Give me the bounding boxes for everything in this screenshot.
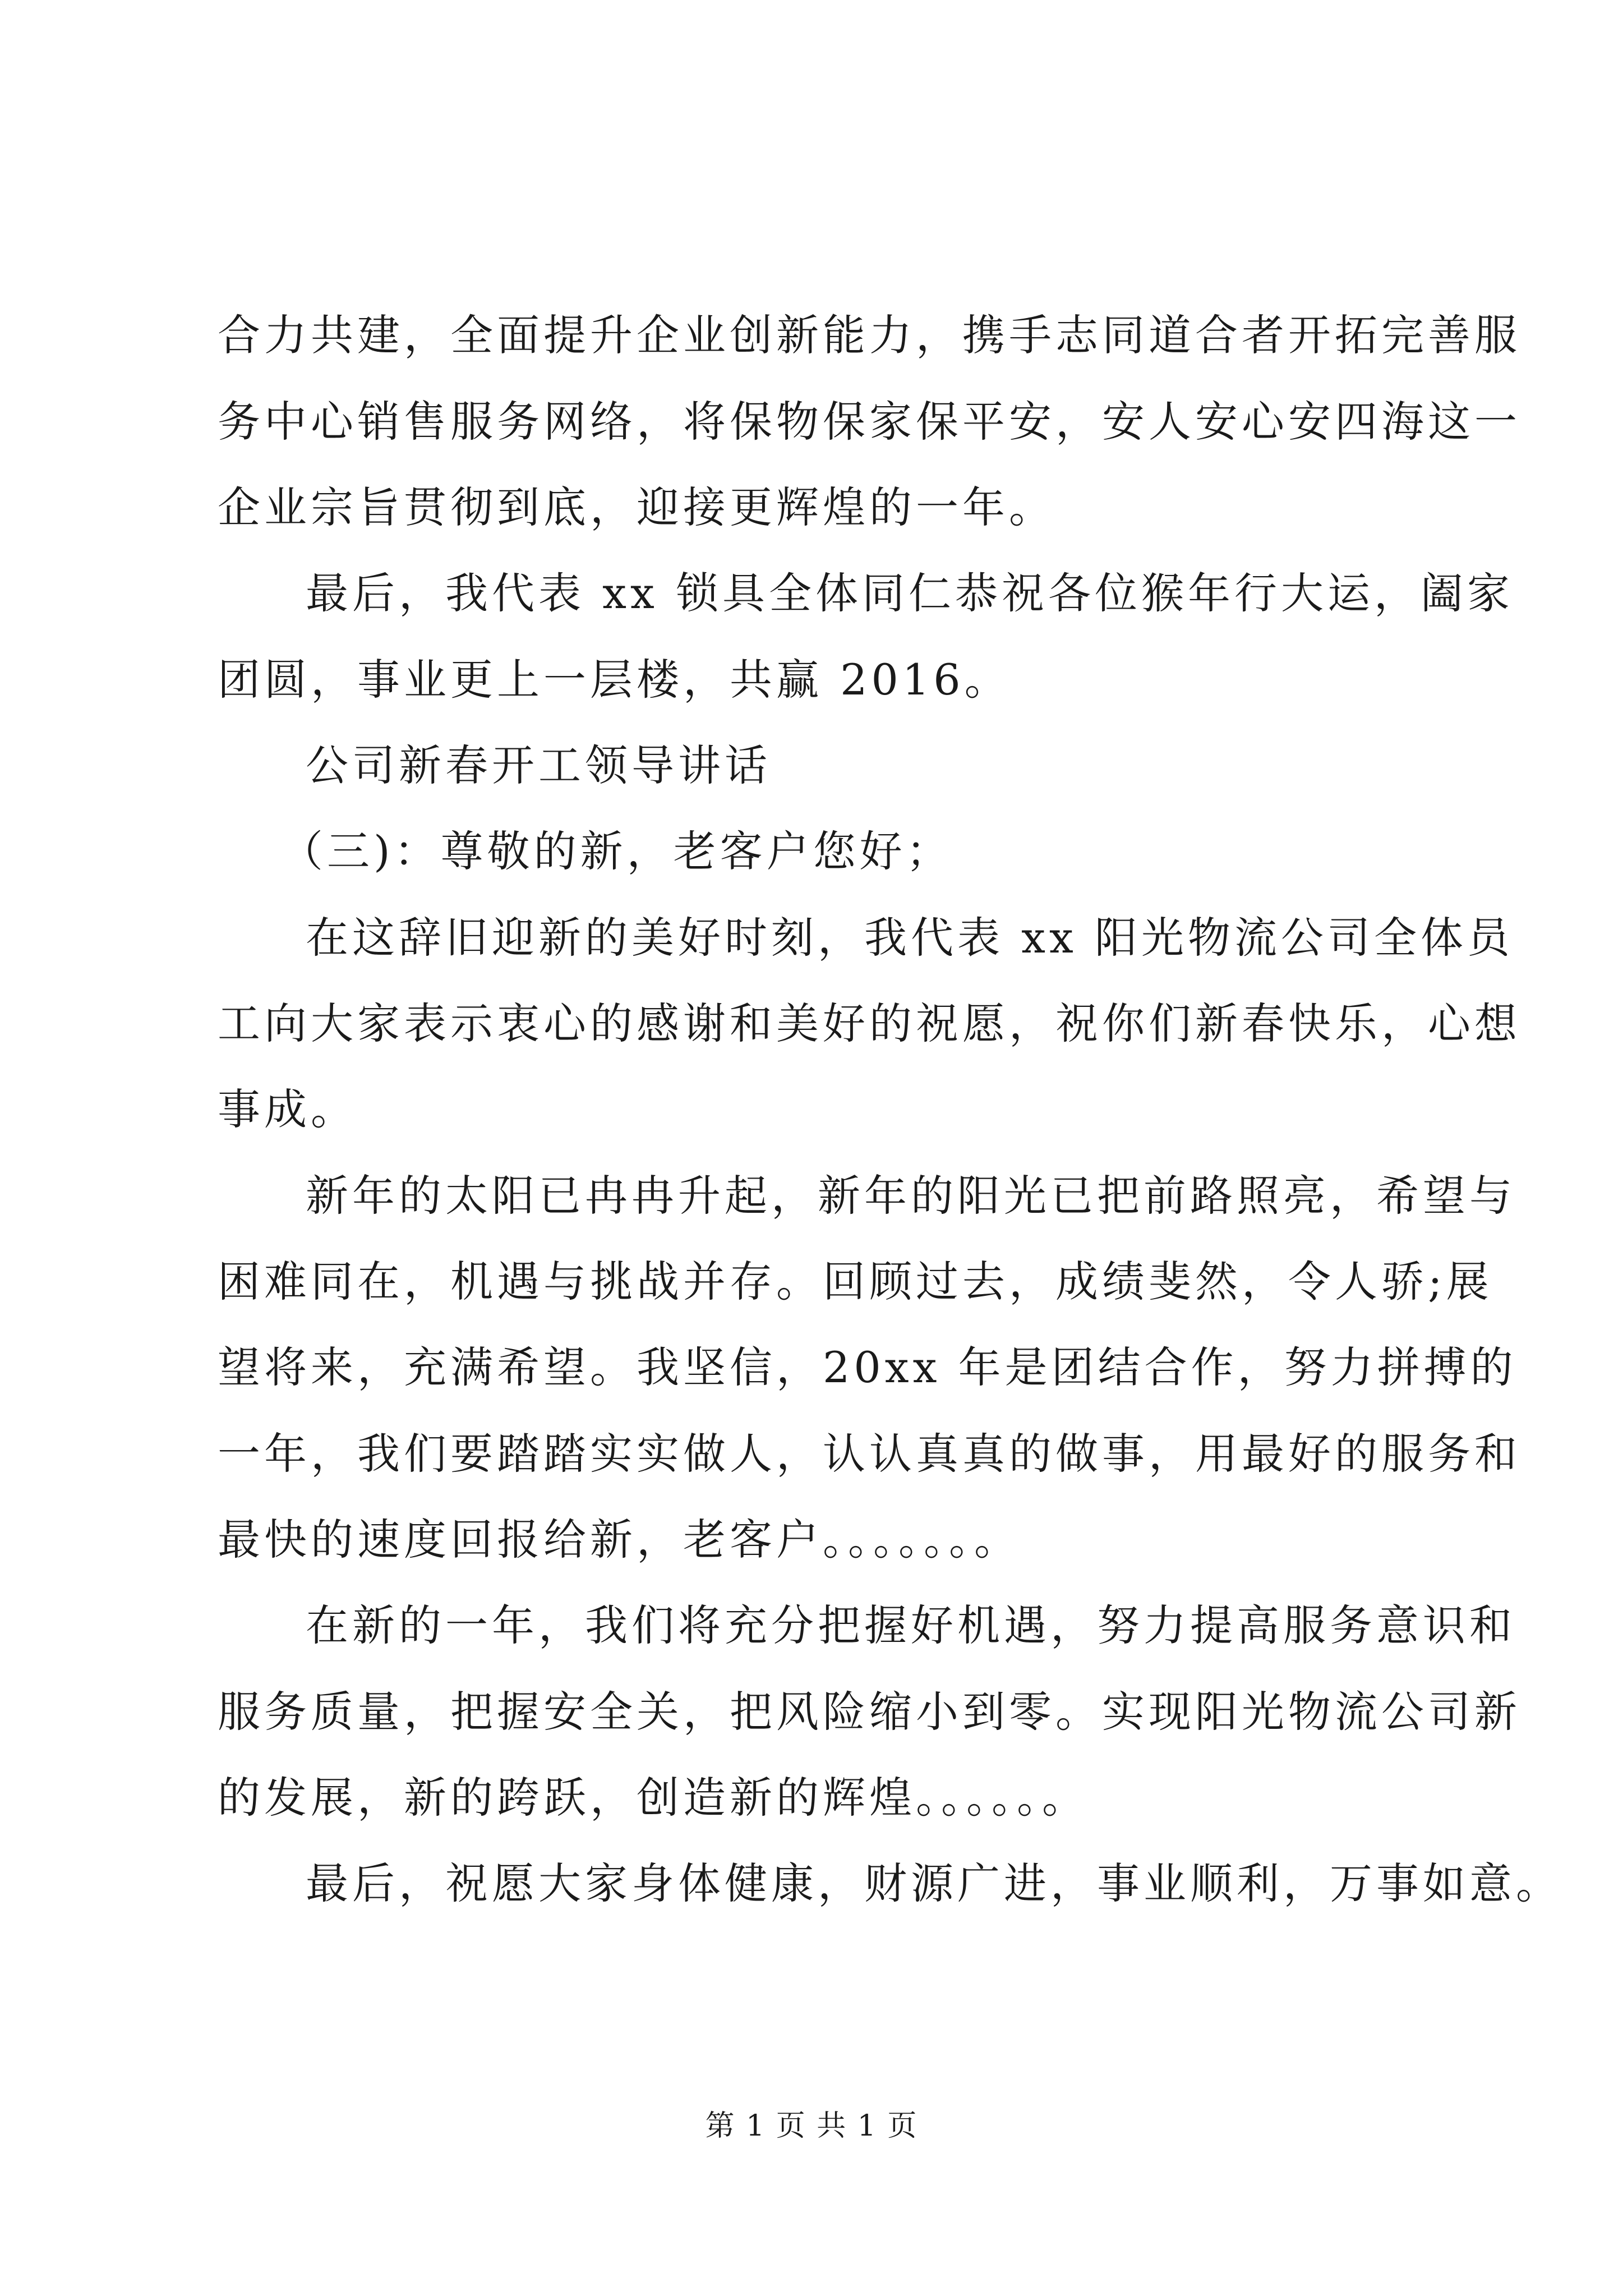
page-footer: 第 1 页 共 1 页 [705,2109,918,2143]
body-line: 新年的太阳已冉冉升起，新年的阳光已把前路照亮，希望与 [306,1171,1516,1221]
body-line: 一年，我们要踏踏实实做人，认认真真的做事，用最好的服务和 [218,1429,1521,1479]
body-line: 最快的速度回报给新，老客户。。。。。。。 [218,1515,1021,1565]
body-line: 望将来，充满希望。我坚信，20xx 年是团结合作，努力拼搏的 [218,1342,1517,1392]
body-line: 工向大家表示衷心的感谢和美好的祝愿，祝你们新春快乐，心想 [218,999,1521,1048]
body-line: 事成。 [218,1084,357,1134]
body-line: 服务质量，把握安全关，把风险缩小到零。实现阳光物流公司新 [218,1687,1521,1737]
section-title: 公司新春开工领导讲话 [306,740,771,790]
body-line: 在新的一年，我们将充分把握好机遇，努力提高服务意识和 [306,1600,1516,1650]
body-line: 团圆，事业更上一层楼，共赢 2016。 [218,655,1011,705]
salutation-line: （三)：尊敬的新，老客户您好； [280,826,953,876]
body-line: 最后，我代表 xx 锁具全体同仁恭祝各位猴年行大运，阖家 [306,568,1514,618]
body-line: 企业宗旨贯彻到底，迎接更辉煌的一年。 [218,482,1055,532]
body-line: 在这辞旧迎新的美好时刻，我代表 xx 阳光物流公司全体员 [306,913,1514,963]
body-line: 最后，祝愿大家身体健康，财源广进，事业顺利，万事如意。 [306,1858,1562,1908]
body-line: 合力共建，全面提升企业创新能力，携手志同道合者开拓完善服 [218,310,1521,360]
body-line: 务中心销售服务网络，将保物保家保平安，安人安心安四海这一 [218,397,1521,447]
body-line: 困难同在，机遇与挑战并存。回顾过去，成绩斐然，令人骄;展 [218,1257,1493,1306]
body-line: 的发展，新的跨跃，创造新的辉煌。。。。。。 [218,1773,1089,1823]
